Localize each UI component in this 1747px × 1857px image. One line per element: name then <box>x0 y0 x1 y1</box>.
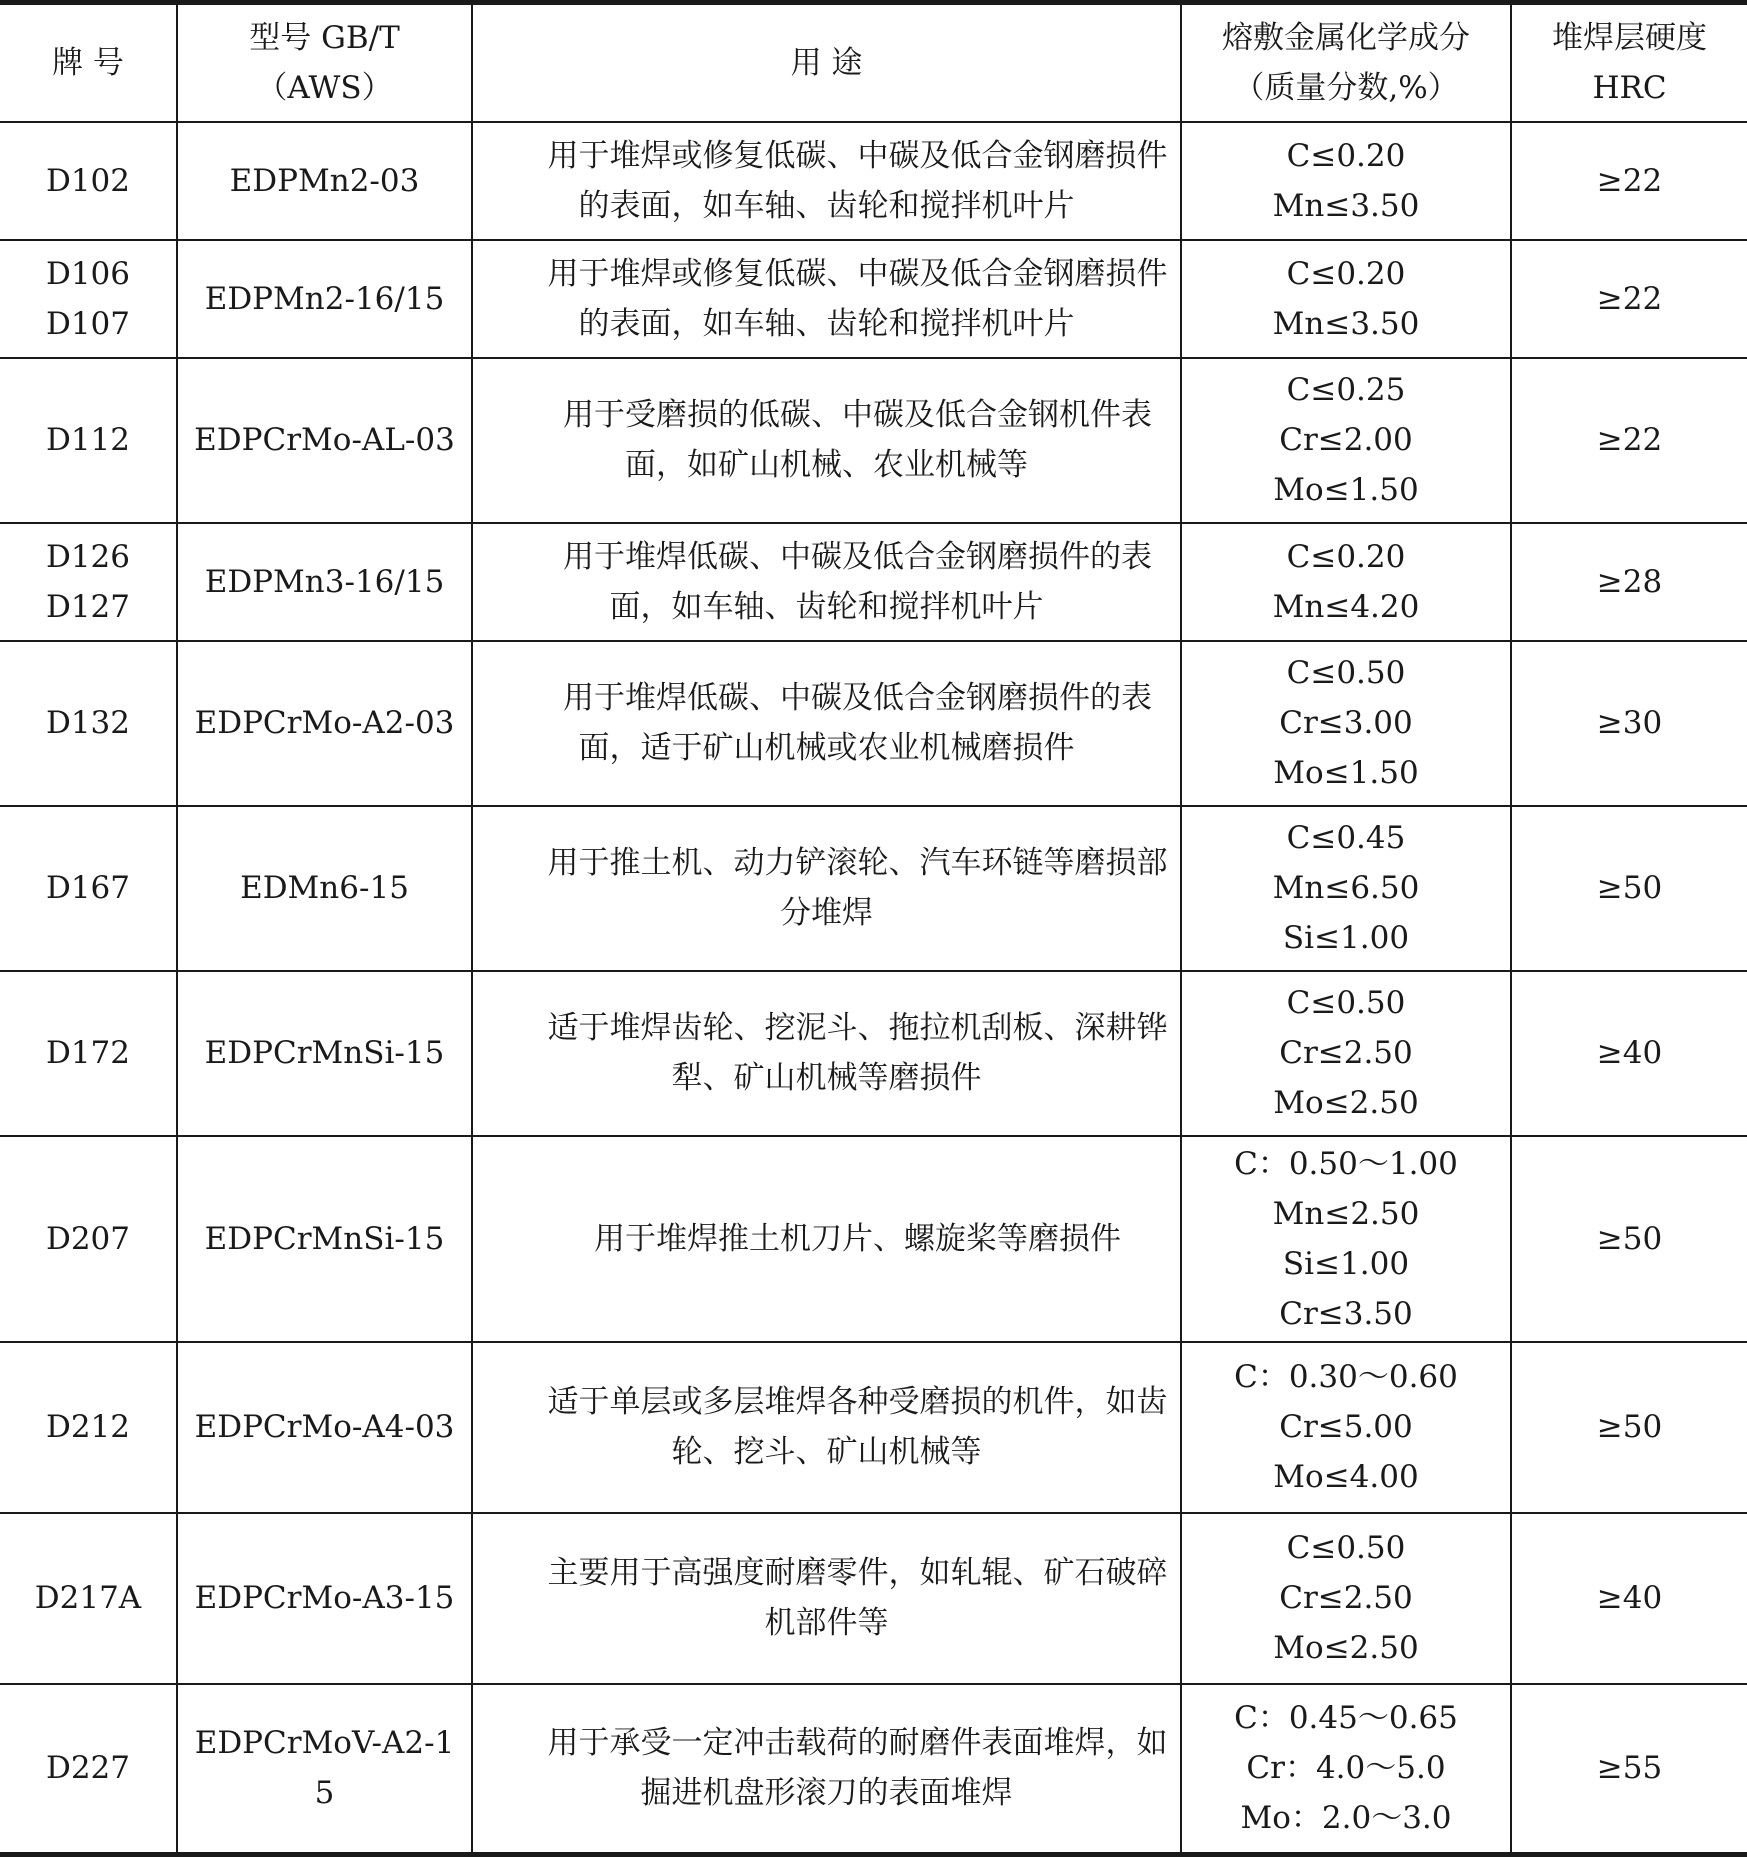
cell-model: EDPMn3-16/15 <box>177 523 472 641</box>
composition-line: Cr≤2.50 <box>1279 1035 1413 1071</box>
header-model <box>177 3 472 122</box>
cell-model: EDPCrMnSi-15 <box>177 1136 472 1342</box>
table-row <box>0 122 1747 240</box>
table-row <box>0 1342 1747 1513</box>
cell-use <box>472 358 1181 523</box>
use-text: 用于推土机、动力铲滚轮、汽车环链等磨损部分堆焊 <box>547 845 1168 931</box>
cell-brand <box>0 122 177 240</box>
cell-use <box>472 1513 1181 1684</box>
cell-use <box>472 641 1181 806</box>
use-text: 用于承受一定冲击载荷的耐磨件表面堆焊，如掘进机盘形滚刀的表面堆焊 <box>547 1725 1168 1812</box>
cell-brand <box>0 358 177 523</box>
header-use <box>472 3 1181 122</box>
header-use-label: 用 途 <box>790 44 863 81</box>
header-hardness-line2: HRC <box>1592 69 1667 106</box>
composition-line: C≤0.45 <box>1286 820 1406 856</box>
cell-brand <box>0 806 177 971</box>
cell-composition <box>1181 1684 1511 1855</box>
brand-code: D112 <box>45 422 131 458</box>
cell-hardness: ≥40 <box>1511 971 1747 1136</box>
cell-model: EDPCrMo-A3-15 <box>177 1513 472 1684</box>
cell-composition <box>1181 806 1511 971</box>
cell-brand <box>0 1684 177 1855</box>
cell-composition <box>1181 523 1511 641</box>
composition-line: Mo：2.0～3.0 <box>1240 1800 1452 1837</box>
table-row <box>0 358 1747 523</box>
table-row <box>0 1136 1747 1342</box>
cell-brand <box>0 240 177 358</box>
cell-use <box>472 1684 1181 1855</box>
cell-use <box>472 1342 1181 1513</box>
composition-line: Mo≤4.00 <box>1273 1459 1419 1495</box>
composition-line: C≤0.25 <box>1286 372 1406 408</box>
composition-line: C≤0.50 <box>1286 655 1406 691</box>
composition-line: C≤0.50 <box>1286 1530 1406 1566</box>
cell-model: EDPCrMo-A2-03 <box>177 641 472 806</box>
use-text: 用于堆焊或修复低碳、中碳及低合金钢磨损件的表面，如车轴、齿轮和搅拌机叶片 <box>547 255 1168 342</box>
composition-line: Mo≤2.50 <box>1273 1630 1419 1666</box>
cell-model: EDPCrMo-A4-03 <box>177 1342 472 1513</box>
brand-code: D127 <box>45 588 131 625</box>
header-model-line1: 型号 GB/T <box>249 19 400 56</box>
composition-line: Cr≤3.50 <box>1279 1295 1413 1332</box>
composition-line: C：0.45～0.65 <box>1234 1700 1458 1737</box>
composition-line: C≤0.50 <box>1286 985 1406 1021</box>
brand-code: D102 <box>45 162 131 199</box>
cell-brand <box>0 523 177 641</box>
table-row <box>0 523 1747 641</box>
composition-line: Cr≤2.00 <box>1279 422 1413 458</box>
composition-line: Mo≤1.50 <box>1273 755 1419 791</box>
cell-hardness: ≥22 <box>1511 122 1747 240</box>
cell-model: EDPCrMoV-A2-15 <box>177 1684 472 1855</box>
table-body <box>0 122 1747 1855</box>
brand-code: D107 <box>45 305 131 342</box>
cell-hardness: ≥22 <box>1511 358 1747 523</box>
brand-code: D207 <box>45 1220 131 1257</box>
use-text: 用于受磨损的低碳、中碳及低合金钢机件表面，如矿山机械、农业机械等 <box>563 397 1152 483</box>
cell-use <box>472 1136 1181 1342</box>
table-row <box>0 971 1747 1136</box>
brand-code: D212 <box>45 1409 131 1445</box>
cell-brand <box>0 1513 177 1684</box>
cell-model: EDMn6-15 <box>177 806 472 971</box>
composition-line: C：0.30～0.60 <box>1234 1359 1458 1395</box>
brand-code: D227 <box>45 1750 131 1787</box>
header-hardness <box>1511 3 1747 122</box>
header-model-line2: （AWS） <box>256 69 393 106</box>
cell-brand <box>0 1342 177 1513</box>
composition-line: Cr≤3.00 <box>1279 705 1413 741</box>
cell-composition <box>1181 1513 1511 1684</box>
cell-composition <box>1181 971 1511 1136</box>
cell-model: EDPMn2-03 <box>177 122 472 240</box>
use-text: 用于堆焊推土机刀片、螺旋桨等磨损件 <box>594 1220 1121 1257</box>
header-composition-line1: 熔敷金属化学成分 <box>1222 19 1470 56</box>
cell-hardness: ≥30 <box>1511 641 1747 806</box>
use-text: 用于堆焊或修复低碳、中碳及低合金钢磨损件的表面，如车轴、齿轮和搅拌机叶片 <box>547 137 1168 224</box>
table-row <box>0 1513 1747 1684</box>
use-text: 适于单层或多层堆焊各种受磨损的机件，如齿轮、挖斗、矿山机械等 <box>547 1384 1168 1470</box>
composition-line: Si≤1.00 <box>1282 1245 1410 1282</box>
composition-line: Cr≤5.00 <box>1279 1409 1413 1445</box>
composition-line: C：0.50～1.00 <box>1234 1145 1458 1182</box>
cell-use <box>472 240 1181 358</box>
composition-line: Mo≤1.50 <box>1273 472 1419 508</box>
cell-use <box>472 523 1181 641</box>
brand-code: D106 <box>45 255 131 292</box>
cell-model: EDPCrMnSi-15 <box>177 971 472 1136</box>
header-brand-label: 牌 号 <box>52 44 124 81</box>
brand-code: D132 <box>45 705 131 741</box>
composition-line: Cr≤2.50 <box>1279 1580 1413 1616</box>
table-row <box>0 641 1747 806</box>
table-row <box>0 240 1747 358</box>
table-row <box>0 1684 1747 1855</box>
composition-line: Si≤1.00 <box>1282 920 1410 956</box>
composition-line: Mn≤4.20 <box>1272 588 1420 625</box>
cell-composition <box>1181 641 1511 806</box>
cell-use <box>472 806 1181 971</box>
composition-line: Mn≤6.50 <box>1272 870 1420 906</box>
cell-hardness: ≥22 <box>1511 240 1747 358</box>
cell-composition <box>1181 1136 1511 1342</box>
composition-line: Mo≤2.50 <box>1273 1085 1419 1121</box>
composition-line: Mn≤3.50 <box>1272 187 1420 224</box>
cell-use <box>472 122 1181 240</box>
composition-line: C≤0.20 <box>1286 538 1406 575</box>
cell-brand <box>0 1136 177 1342</box>
cell-hardness: ≥50 <box>1511 1136 1747 1342</box>
brand-code: D126 <box>45 538 131 575</box>
composition-line: C≤0.20 <box>1286 137 1406 174</box>
cell-hardness: ≥55 <box>1511 1684 1747 1855</box>
cell-composition <box>1181 240 1511 358</box>
header-row <box>0 3 1747 122</box>
composition-line: Mn≤3.50 <box>1272 305 1420 342</box>
cell-model: EDPMn2-16/15 <box>177 240 472 358</box>
table-row <box>0 806 1747 971</box>
use-text: 用于堆焊低碳、中碳及低合金钢磨损件的表面，如车轴、齿轮和搅拌机叶片 <box>563 538 1152 625</box>
composition-line: Cr：4.0～5.0 <box>1246 1750 1446 1787</box>
cell-composition <box>1181 1342 1511 1513</box>
use-text: 用于堆焊低碳、中碳及低合金钢磨损件的表面，适于矿山机械或农业机械磨损件 <box>563 680 1152 766</box>
cell-model: EDPCrMo-AL-03 <box>177 358 472 523</box>
brand-code: D172 <box>45 1035 131 1071</box>
composition-line: C≤0.20 <box>1286 255 1406 292</box>
cell-hardness: ≥50 <box>1511 806 1747 971</box>
cell-hardness: ≥50 <box>1511 1342 1747 1513</box>
header-hardness-line1: 堆焊层硬度 <box>1552 19 1707 56</box>
header-composition <box>1181 3 1511 122</box>
brand-code: D167 <box>45 870 131 906</box>
composition-line: Mn≤2.50 <box>1272 1195 1420 1232</box>
cell-composition <box>1181 122 1511 240</box>
cell-use <box>472 971 1181 1136</box>
cell-composition <box>1181 358 1511 523</box>
use-text: 适于堆焊齿轮、挖泥斗、拖拉机刮板、深耕铧犁、矿山机械等磨损件 <box>547 1010 1168 1096</box>
header-composition-line2: （质量分数,%） <box>1233 69 1459 106</box>
header-brand <box>0 3 177 122</box>
use-text: 主要用于高强度耐磨零件，如轧辊、矿石破碎机部件等 <box>547 1555 1168 1641</box>
cell-hardness: ≥28 <box>1511 523 1747 641</box>
cell-hardness: ≥40 <box>1511 1513 1747 1684</box>
cell-brand <box>0 641 177 806</box>
brand-code: D217A <box>34 1580 142 1616</box>
cell-brand <box>0 971 177 1136</box>
